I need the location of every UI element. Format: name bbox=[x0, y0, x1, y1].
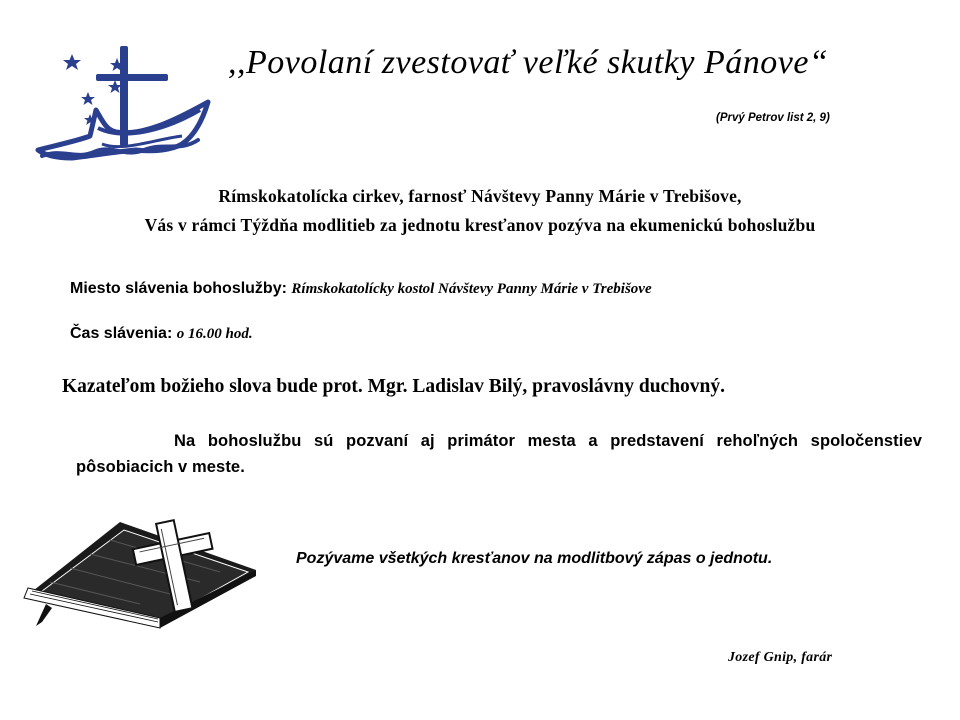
invitation-note: Na bohoslužbu sú pozvaní aj primátor mesta a predstavení rehoľných spoločenstiev pôsobiacich v meste. bbox=[76, 432, 922, 476]
star-icon bbox=[63, 54, 81, 70]
ship-cross-stars-icon bbox=[32, 40, 212, 170]
time-row bbox=[70, 325, 253, 343]
star-icon bbox=[108, 80, 122, 93]
invitation-line-1: Rímskokatolícka cirkev, farnosť Návštevy Panny Márie v Trebišove, bbox=[218, 186, 742, 206]
closing-invitation: Pozývame všetkých kresťanov na modlitbový zápas o jednotu. bbox=[296, 550, 773, 567]
time-label: Čas slávenia: bbox=[70, 325, 173, 342]
time-value: o 16.00 hod. bbox=[176, 326, 253, 342]
place-value: Rímskokatolícky kostol Návštevy Panny Márie v Trebišove bbox=[291, 281, 652, 297]
invitation-line-2: Vás v rámci Týždňa modlitieb za jednotu kresťanov pozýva na ekumenickú bohoslužbu bbox=[144, 215, 816, 235]
preacher-line: Kazateľom božieho slova bude prot. Mgr. Ladislav Bilý, pravoslávny duchovný. bbox=[62, 376, 726, 397]
place-row bbox=[70, 280, 652, 298]
bible-citation: (Prvý Petrov list 2, 9) bbox=[716, 112, 830, 124]
page-title: ,,Povolaní zvestovať veľké skutky Pánove“ bbox=[228, 44, 829, 81]
bible-cross-icon bbox=[20, 518, 260, 630]
place-label: Miesto slávenia bohoslužby: bbox=[70, 280, 287, 297]
signature: Jozef Gnip, farár bbox=[728, 650, 833, 665]
star-icon bbox=[81, 92, 95, 105]
